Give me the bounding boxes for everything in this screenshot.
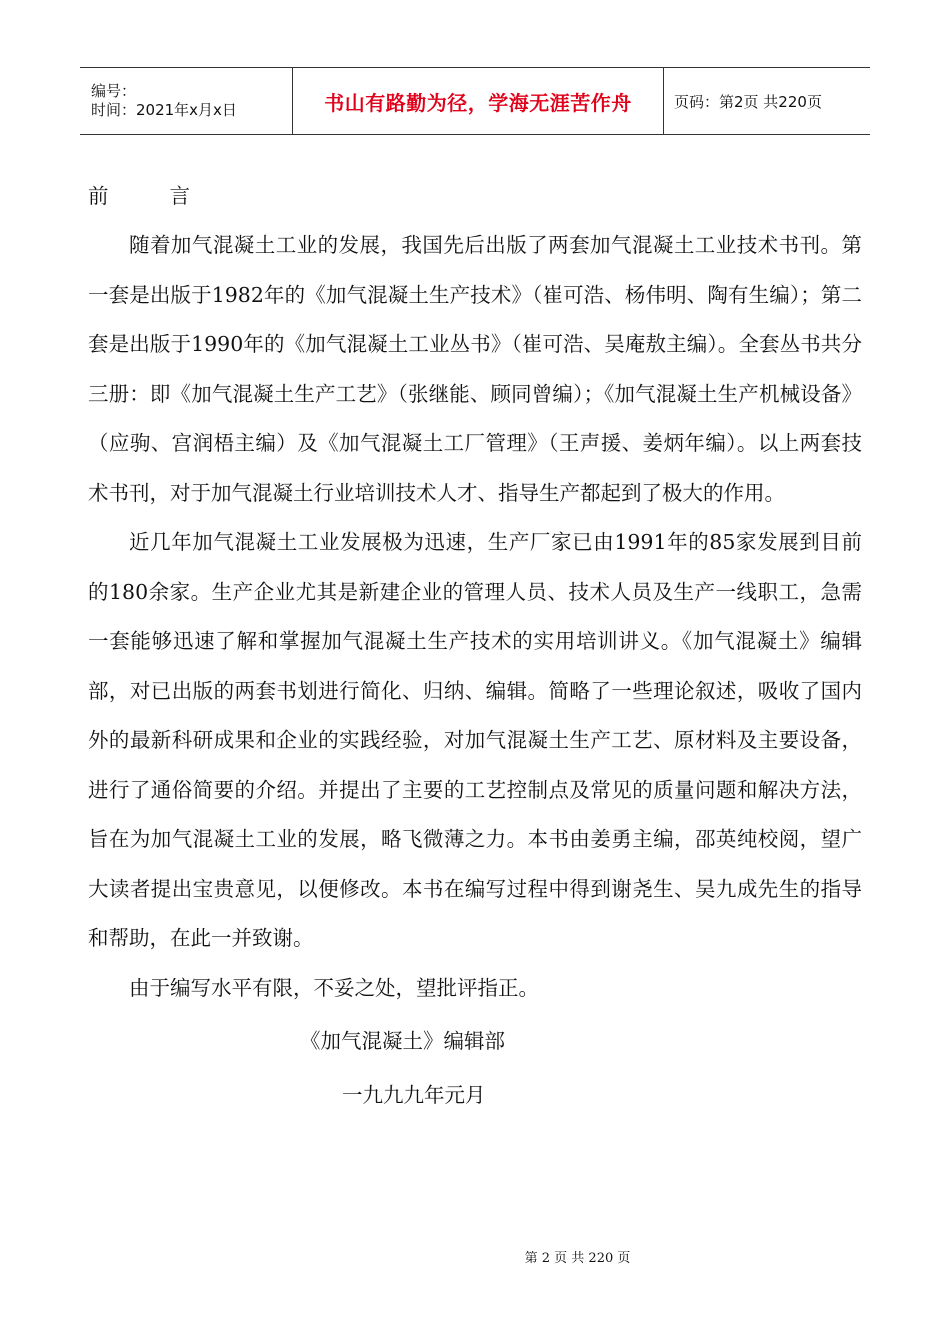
header-meta: [80, 68, 293, 135]
document-body: [88, 172, 862, 1120]
signature-org: 《加气混凝土》编辑部: [300, 1029, 505, 1053]
signature-date: 一九九九年元月: [342, 1082, 486, 1107]
header-page-info: 页码：第2页 共220页: [674, 92, 822, 111]
page-footer: 第 2 页 共 220 页: [524, 1251, 631, 1266]
page-header: [80, 67, 870, 135]
heading-right: 言: [169, 184, 190, 208]
header-motto: 书山有路勤为径，学海无涯苦作舟: [293, 68, 664, 135]
header-number-label: 编号：: [91, 82, 137, 100]
section-heading: [88, 172, 862, 221]
header-time-label: 时间：2021年x月x日: [91, 101, 237, 119]
heading-left: 前: [88, 184, 109, 208]
paragraph: 近几年加气混凝土工业发展极为迅速，生产厂家已由1991年的85家发展到目前的180余家。生产企业尤其是新建企业的管理人员、技术人员及生产一线职工，急需一套能够迅速了解和掌握加气混凝土生产技术的实用培训讲义。《加气混凝土》编辑部，对已出版的两套书划进行简化、归纳、编辑。简略了一些理论叙述，吸收了国内外的最新科研成果和企业的实践经验，对加气混凝土生产工艺、原材料及主要设备，进行了通俗简要的介绍。并提出了主要的工艺控制点及常见的质量问题和解决方法，旨在为加气混凝土工业的发展，略飞微薄之力。本书由姜勇主编，邵英纯校阅，望广大读者提出宝贵意见，以便修改。本书在编写过程中得到谢尧生、吴九成先生的指导和帮助，在此一并致谢。: [88, 530, 862, 950]
paragraph: 由于编写水平有限，不妥之处，望批评指正。: [129, 975, 539, 1000]
paragraph: 随着加气混凝土工业的发展，我国先后出版了两套加气混凝土工业技术书刊。第一套是出版于1982年的《加气混凝土生产技术》（崔可浩、杨伟明、陶有生编）；第二套是出版于1990年的《加气混凝土工业丛书》（崔可浩、吴庵敖主编）。全套丛书共分三册：即《加气混凝土生产工艺》（张继能、顾同曾编）；《加气混凝土生产机械设备》（应驹、宫润梧主编）及《加气混凝土工厂管理》（王声援、姜炳年编）。以上两套技术书刊，对于加气混凝土行业培训技术人才、指导生产都起到了极大的作用。: [88, 233, 862, 505]
